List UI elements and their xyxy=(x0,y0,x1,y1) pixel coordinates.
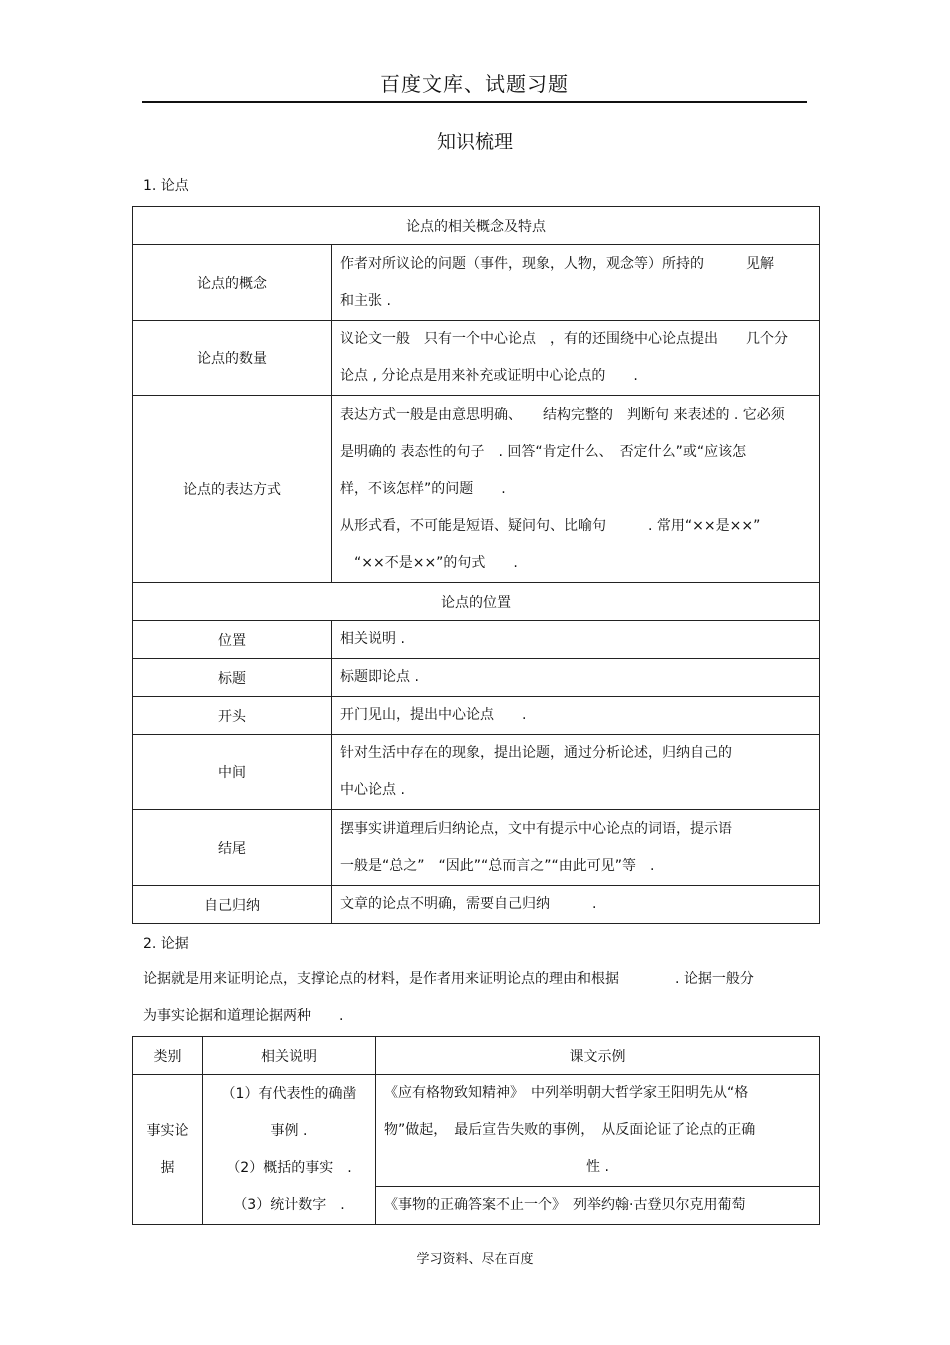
argument-table xyxy=(132,206,820,924)
position-caption: 论点的位置 xyxy=(133,583,820,621)
text-line: 事例 . xyxy=(270,1122,308,1139)
text-line: 表达方式一般是由意思明确、 结构完整的 判断句 来表述的 . 它必须 xyxy=(340,406,785,423)
position-label: 自己归纳 xyxy=(133,886,332,924)
row-label: 论点的概念 xyxy=(133,245,332,321)
text-line: 从形式看，不可能是短语、疑问句、比喻句 . 常用“××是××” xyxy=(340,517,761,534)
section-heading-evidence: 2. 论据 xyxy=(143,936,189,952)
row-label: 论点的数量 xyxy=(133,321,332,396)
text-line: 论据就是用来证明论点，支撑论点的材料，是作者用来证明论点的理由和根据 . 论据一般分 xyxy=(143,971,754,987)
text-line: 中心论点 . xyxy=(340,782,405,798)
text-line: 和主张 . xyxy=(340,292,391,309)
column-header: 类别 xyxy=(133,1037,203,1075)
text-line: 论点 , 分论点是用来补充或证明中心论点的 . xyxy=(340,368,638,384)
text-line: 据 xyxy=(160,1159,175,1176)
notes-cell xyxy=(203,1075,376,1225)
text-line: 是明确的 表态性的句子 . 回答“肯定什么、 否定什么”或“应该怎 xyxy=(340,443,747,460)
position-description: 文章的论点不明确，需要自己归纳 . xyxy=(332,886,820,924)
position-description xyxy=(332,810,820,886)
category-cell xyxy=(133,1075,203,1225)
position-description: 标题即论点 . xyxy=(332,659,820,697)
row-description xyxy=(332,245,820,321)
text-line: 摆事实讲道理后归纳论点，文中有提示中心论点的词语，提示语 xyxy=(340,820,732,837)
document-header: 百度文库、试题习题 xyxy=(380,72,569,96)
section-heading-argument: 1. 论点 xyxy=(143,178,189,194)
page-title: 知识梳理 xyxy=(436,131,513,153)
column-header: 相关说明 xyxy=(203,1037,376,1075)
text-line: 《应有格物致知精神》 中列举明朝大哲学家王阳明先从“格 xyxy=(384,1085,749,1101)
position-label: 结尾 xyxy=(133,810,332,886)
text-line: 样，不该怎样”的问题 . xyxy=(340,480,506,497)
row-label: 论点的表达方式 xyxy=(133,396,332,583)
text-line: （2）概括的事实 . xyxy=(226,1159,352,1176)
position-header-desc: 相关说明 . xyxy=(332,621,820,659)
position-description xyxy=(332,735,820,810)
text-line: 事实论 xyxy=(146,1122,189,1139)
header-divider xyxy=(142,101,807,103)
evidence-paragraph xyxy=(143,961,813,1035)
text-line: 议论文一般 只有一个中心论点 ，有的还围绕中心论点提出 几个分 xyxy=(340,331,788,347)
text-line: “××不是××”的句式 . xyxy=(340,554,518,571)
position-label: 开头 xyxy=(133,697,332,735)
evidence-table xyxy=(132,1036,820,1225)
example-cell: 《事物的正确答案不止一个》 列举约翰·古登贝尔克用葡萄 xyxy=(376,1187,820,1225)
table-caption: 论点的相关概念及特点 xyxy=(133,207,820,245)
text-line: 性 . xyxy=(586,1159,609,1175)
text-line: 作者对所议论的问题（事件，现象，人物，观念等）所持的 见解 xyxy=(340,255,774,272)
column-header: 课文示例 xyxy=(376,1037,820,1075)
text-line: 一般是“总之” “因此”“总而言之”“由此可见”等 . xyxy=(340,857,655,874)
text-line: 为事实论据和道理论据两种 . xyxy=(143,1008,344,1024)
text-line: 针对生活中存在的现象，提出论题，通过分析论述，归纳自己的 xyxy=(340,745,732,761)
text-line: 物”做起， 最后宣告失败的事例， 从反面论证了论点的正确 xyxy=(384,1122,756,1138)
position-label: 中间 xyxy=(133,735,332,810)
row-description xyxy=(332,321,820,396)
position-header-label: 位置 xyxy=(133,621,332,659)
position-label: 标题 xyxy=(133,659,332,697)
example-cell xyxy=(376,1075,820,1187)
position-description: 开门见山，提出中心论点 . xyxy=(332,697,820,735)
row-description xyxy=(332,396,820,583)
text-line: （3）统计数字 . xyxy=(233,1196,345,1213)
page-footer: 学习资料、尽在百度 xyxy=(416,1252,534,1267)
text-line: （1）有代表性的确凿 xyxy=(221,1085,357,1102)
